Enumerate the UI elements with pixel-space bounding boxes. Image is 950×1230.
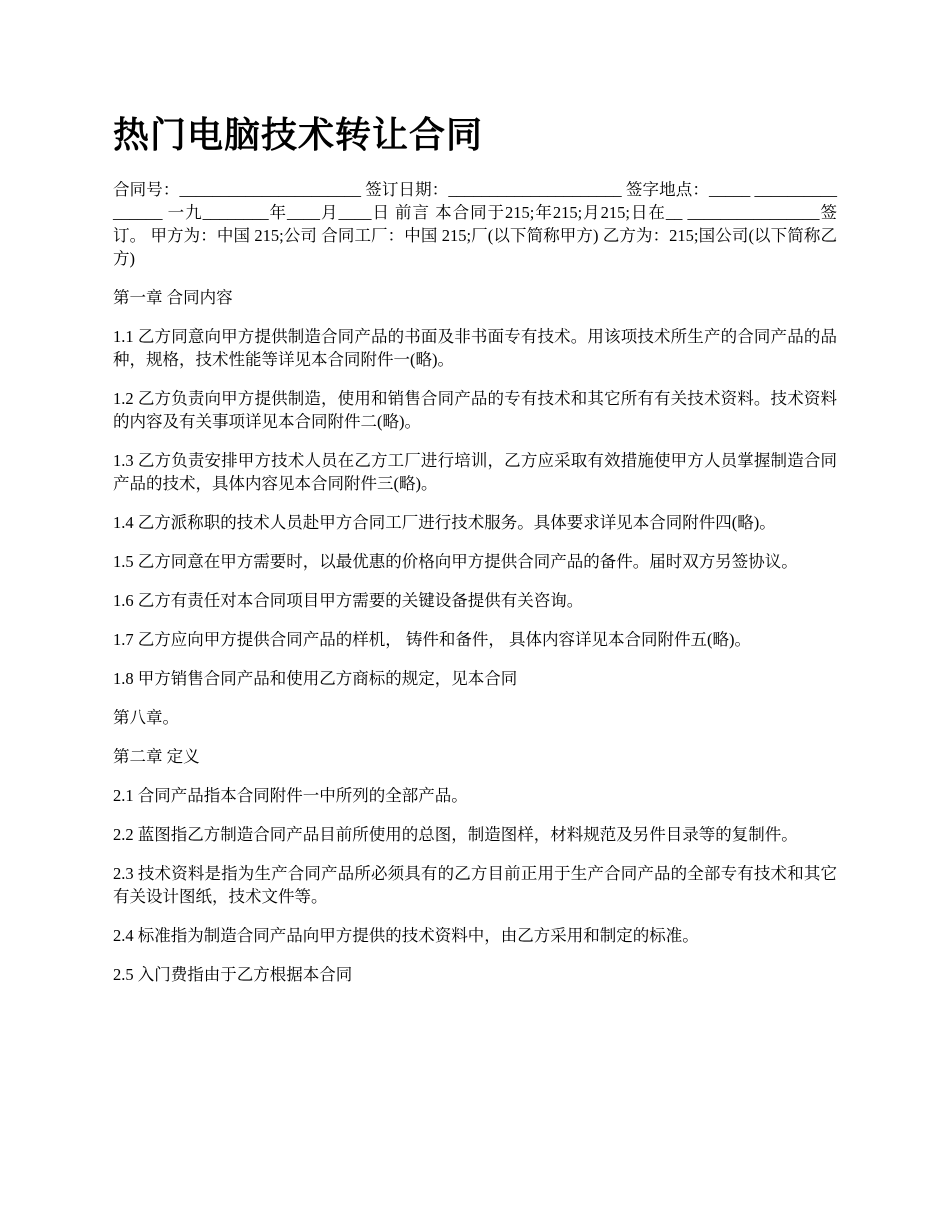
clause-1-8-continuation: 第八章。: [113, 708, 179, 727]
clause-1-5: 1.5 乙方同意在甲方需要时，以最优惠的价格向甲方提供合同产品的备件。届时双方另签协议。: [113, 552, 798, 571]
clause-2-4: 2.4 标准指为制造合同产品向甲方提供的技术资料中，由乙方采用和制定的标准。: [113, 926, 699, 945]
contract-header-paragraph: 合同号：______________________ 签订日期：_____________________ 签字地点：_____ ________________ 一九________年____月____日 前言 本合同于215;年215;月215;日在__ ________________签订。 甲方为：中国 215;公司 合同工厂：中国 215;厂(以下简称甲方) 乙方为：215;国公司(以下简称乙方): [113, 180, 837, 268]
clause-2-1: 2.1 合同产品指本合同附件一中所列的全部产品。: [113, 786, 468, 805]
clause-1-1: 1.1 乙方同意向甲方提供制造合同产品的书面及非书面专有技术。用该项技术所生产的合同产品的品种，规格，技术性能等详见本合同附件一(略)。: [113, 327, 837, 369]
clause-1-2: 1.2 乙方负责向甲方提供制造，使用和销售合同产品的专有技术和其它所有有关技术资料。技术资料的内容及有关事项详见本合同附件二(略)。: [113, 389, 837, 431]
chapter-1-heading: 第一章 合同内容: [113, 288, 233, 307]
clause-2-5: 2.5 入门费指由于乙方根据本合同: [113, 965, 353, 984]
clause-1-8: 1.8 甲方销售合同产品和使用乙方商标的规定，见本合同: [113, 669, 518, 688]
clause-1-3: 1.3 乙方负责安排甲方技术人员在乙方工厂进行培训，乙方应采取有效措施使甲方人员掌握制造合同产品的技术，具体内容见本合同附件三(略)。: [113, 451, 837, 493]
clause-2-3: 2.3 技术资料是指为生产合同产品所必须具有的乙方目前正用于生产合同产品的全部专有技术和其它有关设计图纸，技术文件等。: [113, 864, 837, 906]
clause-1-6: 1.6 乙方有责任对本合同项目甲方需要的关键设备提供有关咨询。: [113, 591, 584, 610]
clause-2-2: 2.2 蓝图指乙方制造合同产品目前所使用的总图，制造图样，材料规范及另件目录等的复制件。: [113, 825, 798, 844]
clause-1-7: 1.7 乙方应向甲方提供合同产品的样机， 铸件和备件， 具体内容详见本合同附件五(略)。: [113, 630, 751, 649]
document-title: 热门电脑技术转让合同: [113, 115, 484, 156]
document-page: [113, 108, 837, 1002]
chapter-2-heading: 第二章 定义: [113, 747, 200, 766]
clause-1-4: 1.4 乙方派称职的技术人员赴甲方合同工厂进行技术服务。具体要求详见本合同附件四(略)。: [113, 513, 776, 532]
